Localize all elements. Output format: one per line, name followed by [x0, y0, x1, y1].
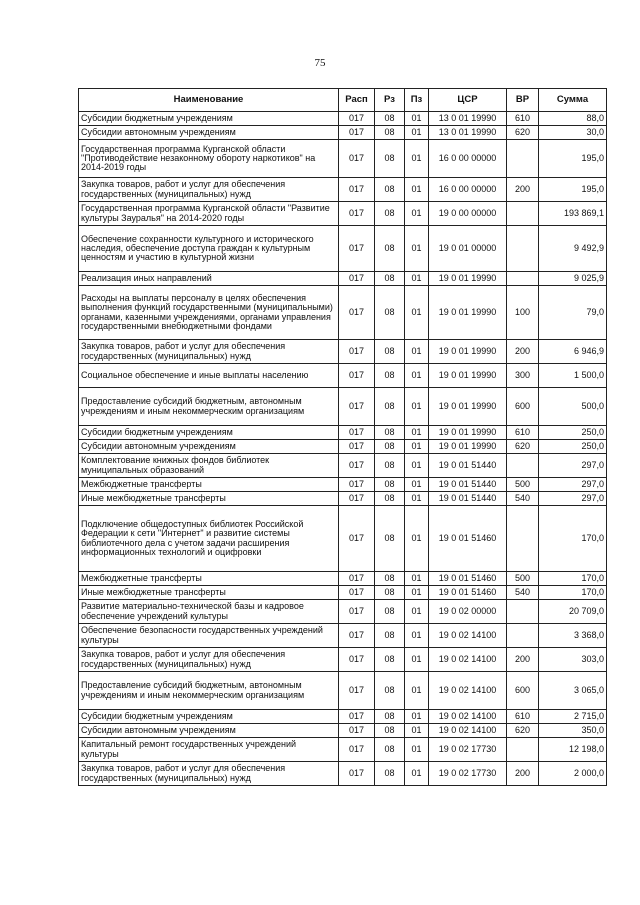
row-rz: 08 [375, 112, 405, 126]
row-pz: 01 [405, 572, 429, 586]
row-csr: 19 0 02 17730 [429, 762, 507, 786]
row-rasp: 017 [339, 648, 375, 672]
row-rasp: 017 [339, 340, 375, 364]
row-rasp: 017 [339, 738, 375, 762]
table-header-row [79, 89, 607, 112]
row-name: Социальное обеспечение и иные выплаты населению [79, 364, 339, 388]
row-vr: 200 [507, 178, 539, 202]
row-sum: 79,0 [539, 286, 607, 340]
row-rasp: 017 [339, 140, 375, 178]
row-name: Закупка товаров, работ и услуг для обеспечения государственных (муниципальных) нужд [79, 648, 339, 672]
row-name: Межбюджетные трансферты [79, 572, 339, 586]
row-rasp: 017 [339, 506, 375, 572]
row-rasp: 017 [339, 572, 375, 586]
row-rasp: 017 [339, 724, 375, 738]
row-csr: 19 0 02 17730 [429, 738, 507, 762]
row-rasp: 017 [339, 286, 375, 340]
row-pz: 01 [405, 506, 429, 572]
row-sum: 2 000,0 [539, 762, 607, 786]
row-rasp: 017 [339, 440, 375, 454]
row-rz: 08 [375, 202, 405, 226]
row-name: Иные межбюджетные трансферты [79, 586, 339, 600]
row-sum: 20 709,0 [539, 600, 607, 624]
table-row [79, 226, 607, 272]
row-name: Комплектование книжных фондов библиотек муниципальных образований [79, 454, 339, 478]
row-vr [507, 600, 539, 624]
header-rasp: Расп [339, 89, 375, 112]
row-pz: 01 [405, 340, 429, 364]
row-vr: 600 [507, 672, 539, 710]
row-csr: 19 0 01 19990 [429, 340, 507, 364]
row-vr [507, 454, 539, 478]
table-row [79, 426, 607, 440]
table-row [79, 572, 607, 586]
row-name: Субсидии бюджетным учреждениям [79, 426, 339, 440]
row-csr: 19 0 02 00000 [429, 600, 507, 624]
row-sum: 9 025,9 [539, 272, 607, 286]
row-sum: 170,0 [539, 572, 607, 586]
row-csr: 16 0 00 00000 [429, 178, 507, 202]
table-row [79, 202, 607, 226]
row-rz: 08 [375, 340, 405, 364]
row-sum: 297,0 [539, 478, 607, 492]
row-vr [507, 738, 539, 762]
row-rz: 08 [375, 426, 405, 440]
row-rasp: 017 [339, 178, 375, 202]
row-name: Закупка товаров, работ и услуг для обеспечения государственных (муниципальных) нужд [79, 762, 339, 786]
header-pz: Пз [405, 89, 429, 112]
row-rz: 08 [375, 762, 405, 786]
row-pz: 01 [405, 426, 429, 440]
row-name: Субсидии автономным учреждениям [79, 440, 339, 454]
table-row [79, 340, 607, 364]
row-csr: 16 0 00 00000 [429, 140, 507, 178]
row-csr: 19 0 02 14100 [429, 672, 507, 710]
row-sum: 170,0 [539, 586, 607, 600]
row-sum: 88,0 [539, 112, 607, 126]
row-sum: 12 198,0 [539, 738, 607, 762]
row-rasp: 017 [339, 600, 375, 624]
row-name: Предоставление субсидий бюджетным, автономным учреждениям и иным некоммерческим организациям [79, 388, 339, 426]
row-csr: 19 0 01 51460 [429, 586, 507, 600]
row-rz: 08 [375, 454, 405, 478]
row-rasp: 017 [339, 388, 375, 426]
row-rz: 08 [375, 272, 405, 286]
header-sum: Сумма [539, 89, 607, 112]
row-pz: 01 [405, 454, 429, 478]
row-pz: 01 [405, 762, 429, 786]
row-sum: 30,0 [539, 126, 607, 140]
row-name: Реализация иных направлений [79, 272, 339, 286]
row-csr: 19 0 01 19990 [429, 440, 507, 454]
row-rasp: 017 [339, 126, 375, 140]
row-rz: 08 [375, 364, 405, 388]
row-vr: 540 [507, 586, 539, 600]
row-pz: 01 [405, 672, 429, 710]
row-rasp: 017 [339, 762, 375, 786]
row-sum: 195,0 [539, 140, 607, 178]
table-row [79, 600, 607, 624]
row-pz: 01 [405, 624, 429, 648]
row-rz: 08 [375, 440, 405, 454]
row-vr: 200 [507, 340, 539, 364]
row-csr: 19 0 02 14100 [429, 710, 507, 724]
row-sum: 193 869,1 [539, 202, 607, 226]
row-pz: 01 [405, 202, 429, 226]
row-sum: 9 492,9 [539, 226, 607, 272]
row-rasp: 017 [339, 272, 375, 286]
row-csr: 19 0 01 00000 [429, 226, 507, 272]
table-row [79, 710, 607, 724]
row-name: Субсидии бюджетным учреждениям [79, 112, 339, 126]
row-vr [507, 226, 539, 272]
header-name: Наименование [79, 89, 339, 112]
row-pz: 01 [405, 286, 429, 340]
row-csr: 19 0 01 19990 [429, 272, 507, 286]
row-pz: 01 [405, 272, 429, 286]
row-rasp: 017 [339, 364, 375, 388]
table-row [79, 126, 607, 140]
row-csr: 19 0 00 00000 [429, 202, 507, 226]
row-rasp: 017 [339, 112, 375, 126]
row-csr: 13 0 01 19990 [429, 112, 507, 126]
header-csr: ЦСР [429, 89, 507, 112]
header-vr: ВР [507, 89, 539, 112]
row-csr: 13 0 01 19990 [429, 126, 507, 140]
row-rz: 08 [375, 492, 405, 506]
table-row [79, 762, 607, 786]
table-body [79, 112, 607, 786]
table-row [79, 364, 607, 388]
row-sum: 1 500,0 [539, 364, 607, 388]
row-rasp: 017 [339, 492, 375, 506]
row-name: Межбюджетные трансферты [79, 478, 339, 492]
row-pz: 01 [405, 600, 429, 624]
table-row [79, 506, 607, 572]
row-rz: 08 [375, 600, 405, 624]
row-vr: 540 [507, 492, 539, 506]
row-name: Подключение общедоступных библиотек Российской Федерации к сети "Интернет" и развитие системы библиотечного дела с учетом задачи расширения информационных технологий и оцифровки [79, 506, 339, 572]
row-pz: 01 [405, 140, 429, 178]
row-rz: 08 [375, 648, 405, 672]
row-name: Предоставление субсидий бюджетным, автономным учреждениям и иным некоммерческим организациям [79, 672, 339, 710]
row-name: Расходы на выплаты персоналу в целях обеспечения выполнения функций государственными (муниципальными) органами, казенными учреждениями, органами управления государственными внебюджетными фондами [79, 286, 339, 340]
row-sum: 6 946,9 [539, 340, 607, 364]
row-sum: 2 715,0 [539, 710, 607, 724]
row-vr: 300 [507, 364, 539, 388]
row-rasp: 017 [339, 426, 375, 440]
row-rz: 08 [375, 624, 405, 648]
row-csr: 19 0 02 14100 [429, 724, 507, 738]
row-name: Государственная программа Курганской области "Развитие культуры Зауралья" на 2014-2020 годы [79, 202, 339, 226]
row-sum: 250,0 [539, 426, 607, 440]
table-row [79, 112, 607, 126]
row-rz: 08 [375, 586, 405, 600]
row-vr [507, 272, 539, 286]
row-vr: 610 [507, 112, 539, 126]
row-rz: 08 [375, 126, 405, 140]
row-sum: 195,0 [539, 178, 607, 202]
table-row [79, 586, 607, 600]
table-row [79, 440, 607, 454]
page-number: 75 [314, 57, 326, 69]
table-row [79, 140, 607, 178]
row-vr: 610 [507, 710, 539, 724]
table-row [79, 624, 607, 648]
table-row [79, 672, 607, 710]
row-name: Обеспечение сохранности культурного и исторического наследия, обеспечение доступа граждан к культурным ценностям и участию в культурной жизни [79, 226, 339, 272]
row-pz: 01 [405, 178, 429, 202]
row-pz: 01 [405, 364, 429, 388]
table-row [79, 272, 607, 286]
row-csr: 19 0 01 51440 [429, 492, 507, 506]
row-rz: 08 [375, 140, 405, 178]
row-csr: 19 0 01 51460 [429, 572, 507, 586]
row-rasp: 017 [339, 586, 375, 600]
row-sum: 250,0 [539, 440, 607, 454]
row-rasp: 017 [339, 202, 375, 226]
row-name: Закупка товаров, работ и услуг для обеспечения государственных (муниципальных) нужд [79, 178, 339, 202]
row-rasp: 017 [339, 624, 375, 648]
row-name: Закупка товаров, работ и услуг для обеспечения государственных (муниципальных) нужд [79, 340, 339, 364]
row-name: Субсидии автономным учреждениям [79, 724, 339, 738]
row-csr: 19 0 01 51460 [429, 506, 507, 572]
row-rz: 08 [375, 672, 405, 710]
row-pz: 01 [405, 226, 429, 272]
table-row [79, 388, 607, 426]
row-sum: 297,0 [539, 454, 607, 478]
row-pz: 01 [405, 648, 429, 672]
row-pz: 01 [405, 112, 429, 126]
row-rasp: 017 [339, 710, 375, 724]
row-sum: 303,0 [539, 648, 607, 672]
row-csr: 19 0 02 14100 [429, 648, 507, 672]
budget-table [78, 88, 607, 786]
row-vr: 620 [507, 724, 539, 738]
row-rasp: 017 [339, 226, 375, 272]
row-name: Государственная программа Курганской области "Противодействие незаконному обороту наркотиков" на 2014-2019 годы [79, 140, 339, 178]
row-pz: 01 [405, 724, 429, 738]
row-rz: 08 [375, 478, 405, 492]
row-sum: 350,0 [539, 724, 607, 738]
row-pz: 01 [405, 478, 429, 492]
table-row [79, 492, 607, 506]
row-rz: 08 [375, 286, 405, 340]
row-vr: 100 [507, 286, 539, 340]
row-sum: 3 065,0 [539, 672, 607, 710]
row-csr: 19 0 01 19990 [429, 388, 507, 426]
row-sum: 3 368,0 [539, 624, 607, 648]
row-csr: 19 0 01 19990 [429, 286, 507, 340]
table-row [79, 648, 607, 672]
row-vr: 500 [507, 478, 539, 492]
header-rz: Рз [375, 89, 405, 112]
row-vr: 500 [507, 572, 539, 586]
row-vr: 200 [507, 762, 539, 786]
row-pz: 01 [405, 586, 429, 600]
row-csr: 19 0 01 51440 [429, 478, 507, 492]
row-name: Субсидии автономным учреждениям [79, 126, 339, 140]
row-rz: 08 [375, 178, 405, 202]
row-rasp: 017 [339, 672, 375, 710]
row-rz: 08 [375, 506, 405, 572]
row-vr: 610 [507, 426, 539, 440]
row-sum: 170,0 [539, 506, 607, 572]
table-row [79, 738, 607, 762]
row-name: Субсидии бюджетным учреждениям [79, 710, 339, 724]
row-rz: 08 [375, 226, 405, 272]
row-csr: 19 0 01 51440 [429, 454, 507, 478]
row-name: Развитие материально-технической базы и кадровое обеспечение учреждений культуры [79, 600, 339, 624]
table-row [79, 454, 607, 478]
row-rasp: 017 [339, 478, 375, 492]
row-pz: 01 [405, 492, 429, 506]
row-vr: 620 [507, 126, 539, 140]
row-vr: 600 [507, 388, 539, 426]
row-vr [507, 624, 539, 648]
row-name: Обеспечение безопасности государственных учреждений культуры [79, 624, 339, 648]
row-sum: 297,0 [539, 492, 607, 506]
row-pz: 01 [405, 738, 429, 762]
row-vr [507, 506, 539, 572]
row-pz: 01 [405, 710, 429, 724]
row-vr [507, 202, 539, 226]
row-sum: 500,0 [539, 388, 607, 426]
row-pz: 01 [405, 126, 429, 140]
row-rz: 08 [375, 710, 405, 724]
row-vr [507, 140, 539, 178]
row-csr: 19 0 02 14100 [429, 624, 507, 648]
row-csr: 19 0 01 19990 [429, 364, 507, 388]
row-name: Капитальный ремонт государственных учреждений культуры [79, 738, 339, 762]
row-rz: 08 [375, 724, 405, 738]
table-row [79, 478, 607, 492]
row-vr: 200 [507, 648, 539, 672]
row-vr: 620 [507, 440, 539, 454]
row-rz: 08 [375, 388, 405, 426]
row-csr: 19 0 01 19990 [429, 426, 507, 440]
table-row [79, 286, 607, 340]
row-rz: 08 [375, 738, 405, 762]
table-row [79, 178, 607, 202]
row-rasp: 017 [339, 454, 375, 478]
row-pz: 01 [405, 388, 429, 426]
row-rz: 08 [375, 572, 405, 586]
row-name: Иные межбюджетные трансферты [79, 492, 339, 506]
row-pz: 01 [405, 440, 429, 454]
table-row [79, 724, 607, 738]
